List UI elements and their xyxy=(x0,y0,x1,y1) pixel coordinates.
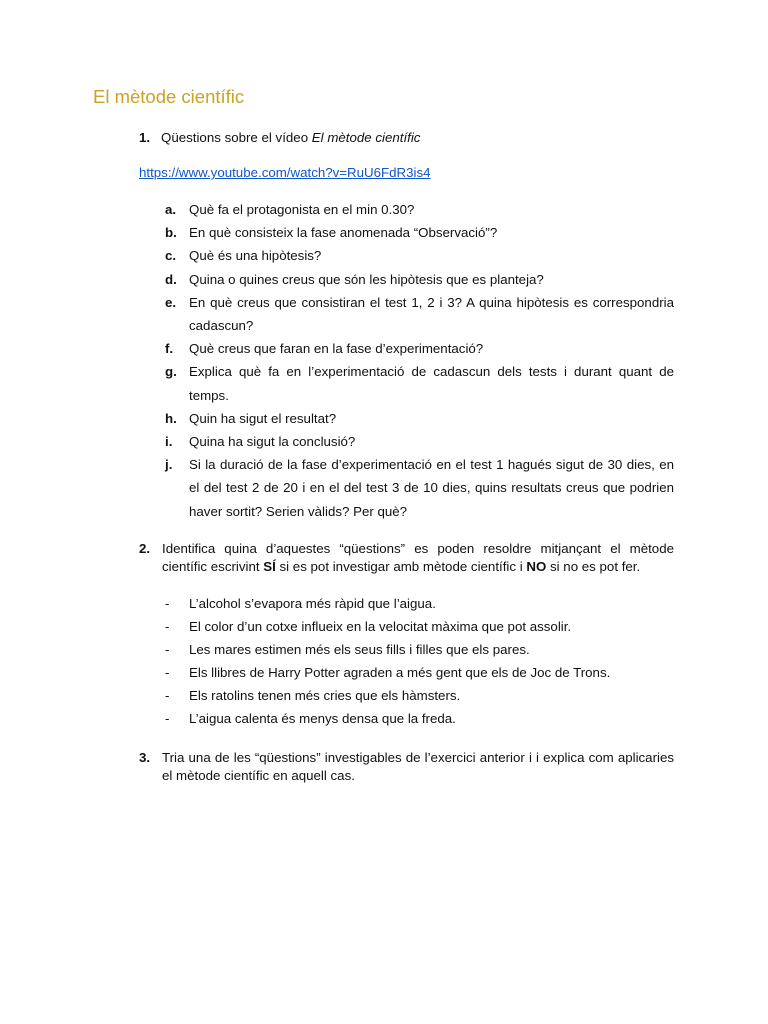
question-text-b: si es pot investigar amb mètode científic i xyxy=(275,559,527,574)
item-dash: - xyxy=(165,642,170,657)
item-text: L’alcohol s’evapora més ràpid que l’aigua. xyxy=(189,596,436,611)
item-letter: e. xyxy=(165,294,177,310)
item-letter: f. xyxy=(165,341,174,357)
list-item xyxy=(165,684,674,707)
list-item xyxy=(165,198,674,221)
question-3 xyxy=(139,749,674,785)
list-item xyxy=(165,337,674,360)
list-item xyxy=(165,221,674,244)
item-letter: b. xyxy=(165,225,177,241)
item-text: Quin ha sigut el resultat? xyxy=(189,410,337,426)
list-item xyxy=(165,430,674,453)
item-letter: j. xyxy=(165,457,173,473)
question-number: 2. xyxy=(139,541,151,556)
list-item xyxy=(165,707,674,730)
no-label: NO xyxy=(526,559,547,574)
list-item xyxy=(165,615,674,638)
question-2 xyxy=(139,540,674,576)
list-item xyxy=(165,291,674,337)
question-text: Tria una de les “qüestions” investigables de l’exercici anterior i i explica com aplicaries el mètode científic en aquell cas. xyxy=(162,750,674,783)
question-text xyxy=(162,540,674,576)
item-text: Què és una hipòtesis? xyxy=(189,248,322,264)
page-title: El mètode científic xyxy=(93,86,245,107)
list-item xyxy=(165,244,674,267)
item-text: Explica què fa en l’experimentació de cadascun dels tests i durant quant de temps. xyxy=(189,364,674,403)
item-text: En què consisteix la fase anomenada “Observació”? xyxy=(189,225,498,241)
item-dash: - xyxy=(165,711,170,726)
video-title: El mètode científic xyxy=(311,130,421,145)
list-item xyxy=(165,360,674,406)
list-item xyxy=(165,592,674,615)
item-text: Els llibres de Harry Potter agraden a més gent que els de Joc de Trons. xyxy=(189,665,611,680)
item-text: El color d’un cotxe influeix en la velocitat màxima que pot assolir. xyxy=(189,619,572,634)
si-label: SÍ xyxy=(263,559,276,574)
item-text: Quina ha sigut la conclusió? xyxy=(189,434,356,450)
question-number: 3. xyxy=(139,750,151,765)
item-letter: a. xyxy=(165,202,177,217)
item-text: Si la duració de la fase d’experimentació en el test 1 hagués sigut de 30 dies, en el del test 2 de 20 i en el del test 3 de 10 dies, quins resultats creus que podrien haver sortit? Serien vàlids? Per què? xyxy=(189,457,674,519)
question-text-a: Identifica quina d’aquestes “qüestions” es poden resoldre mitjançant el mètode científic escrivint xyxy=(162,541,674,574)
question-1-sublist xyxy=(165,198,674,523)
item-dash: - xyxy=(165,688,170,703)
item-text: Quina o quines creus que són les hipòtesis que es planteja? xyxy=(189,271,544,287)
item-letter: c. xyxy=(165,248,177,264)
item-dash: - xyxy=(165,596,170,611)
item-letter: d. xyxy=(165,271,177,287)
question-number: 1. xyxy=(139,130,151,145)
list-item xyxy=(165,661,674,684)
item-text: Què fa el protagonista en el min 0.30? xyxy=(189,202,415,217)
item-dash: - xyxy=(165,619,170,634)
question-1 xyxy=(139,129,420,147)
list-item xyxy=(165,453,674,523)
item-text: Les mares estimen més els seus fills i filles que els pares. xyxy=(189,642,530,657)
list-item xyxy=(165,268,674,291)
list-item xyxy=(165,638,674,661)
question-text-c: si no es pot fer. xyxy=(546,559,641,574)
item-text: Què creus que faran en la fase d’experimentació? xyxy=(189,341,484,357)
list-item xyxy=(165,407,674,430)
question-2-list xyxy=(165,592,674,730)
item-text: L’aigua calenta és menys densa que la freda. xyxy=(189,711,456,726)
item-dash: - xyxy=(165,665,170,680)
question-text: Qüestions sobre el vídeo xyxy=(161,130,312,145)
item-letter: g. xyxy=(165,364,177,380)
item-letter: i. xyxy=(165,434,173,450)
video-link[interactable]: https://www.youtube.com/watch?v=RuU6FdR3is4 xyxy=(139,165,431,180)
item-text: Els ratolins tenen més cries que els hàmsters. xyxy=(189,688,461,703)
item-letter: h. xyxy=(165,410,177,426)
item-text: En què creus que consistiran el test 1, 2 i 3? A quina hipòtesis es correspondria cadascun? xyxy=(189,294,674,334)
